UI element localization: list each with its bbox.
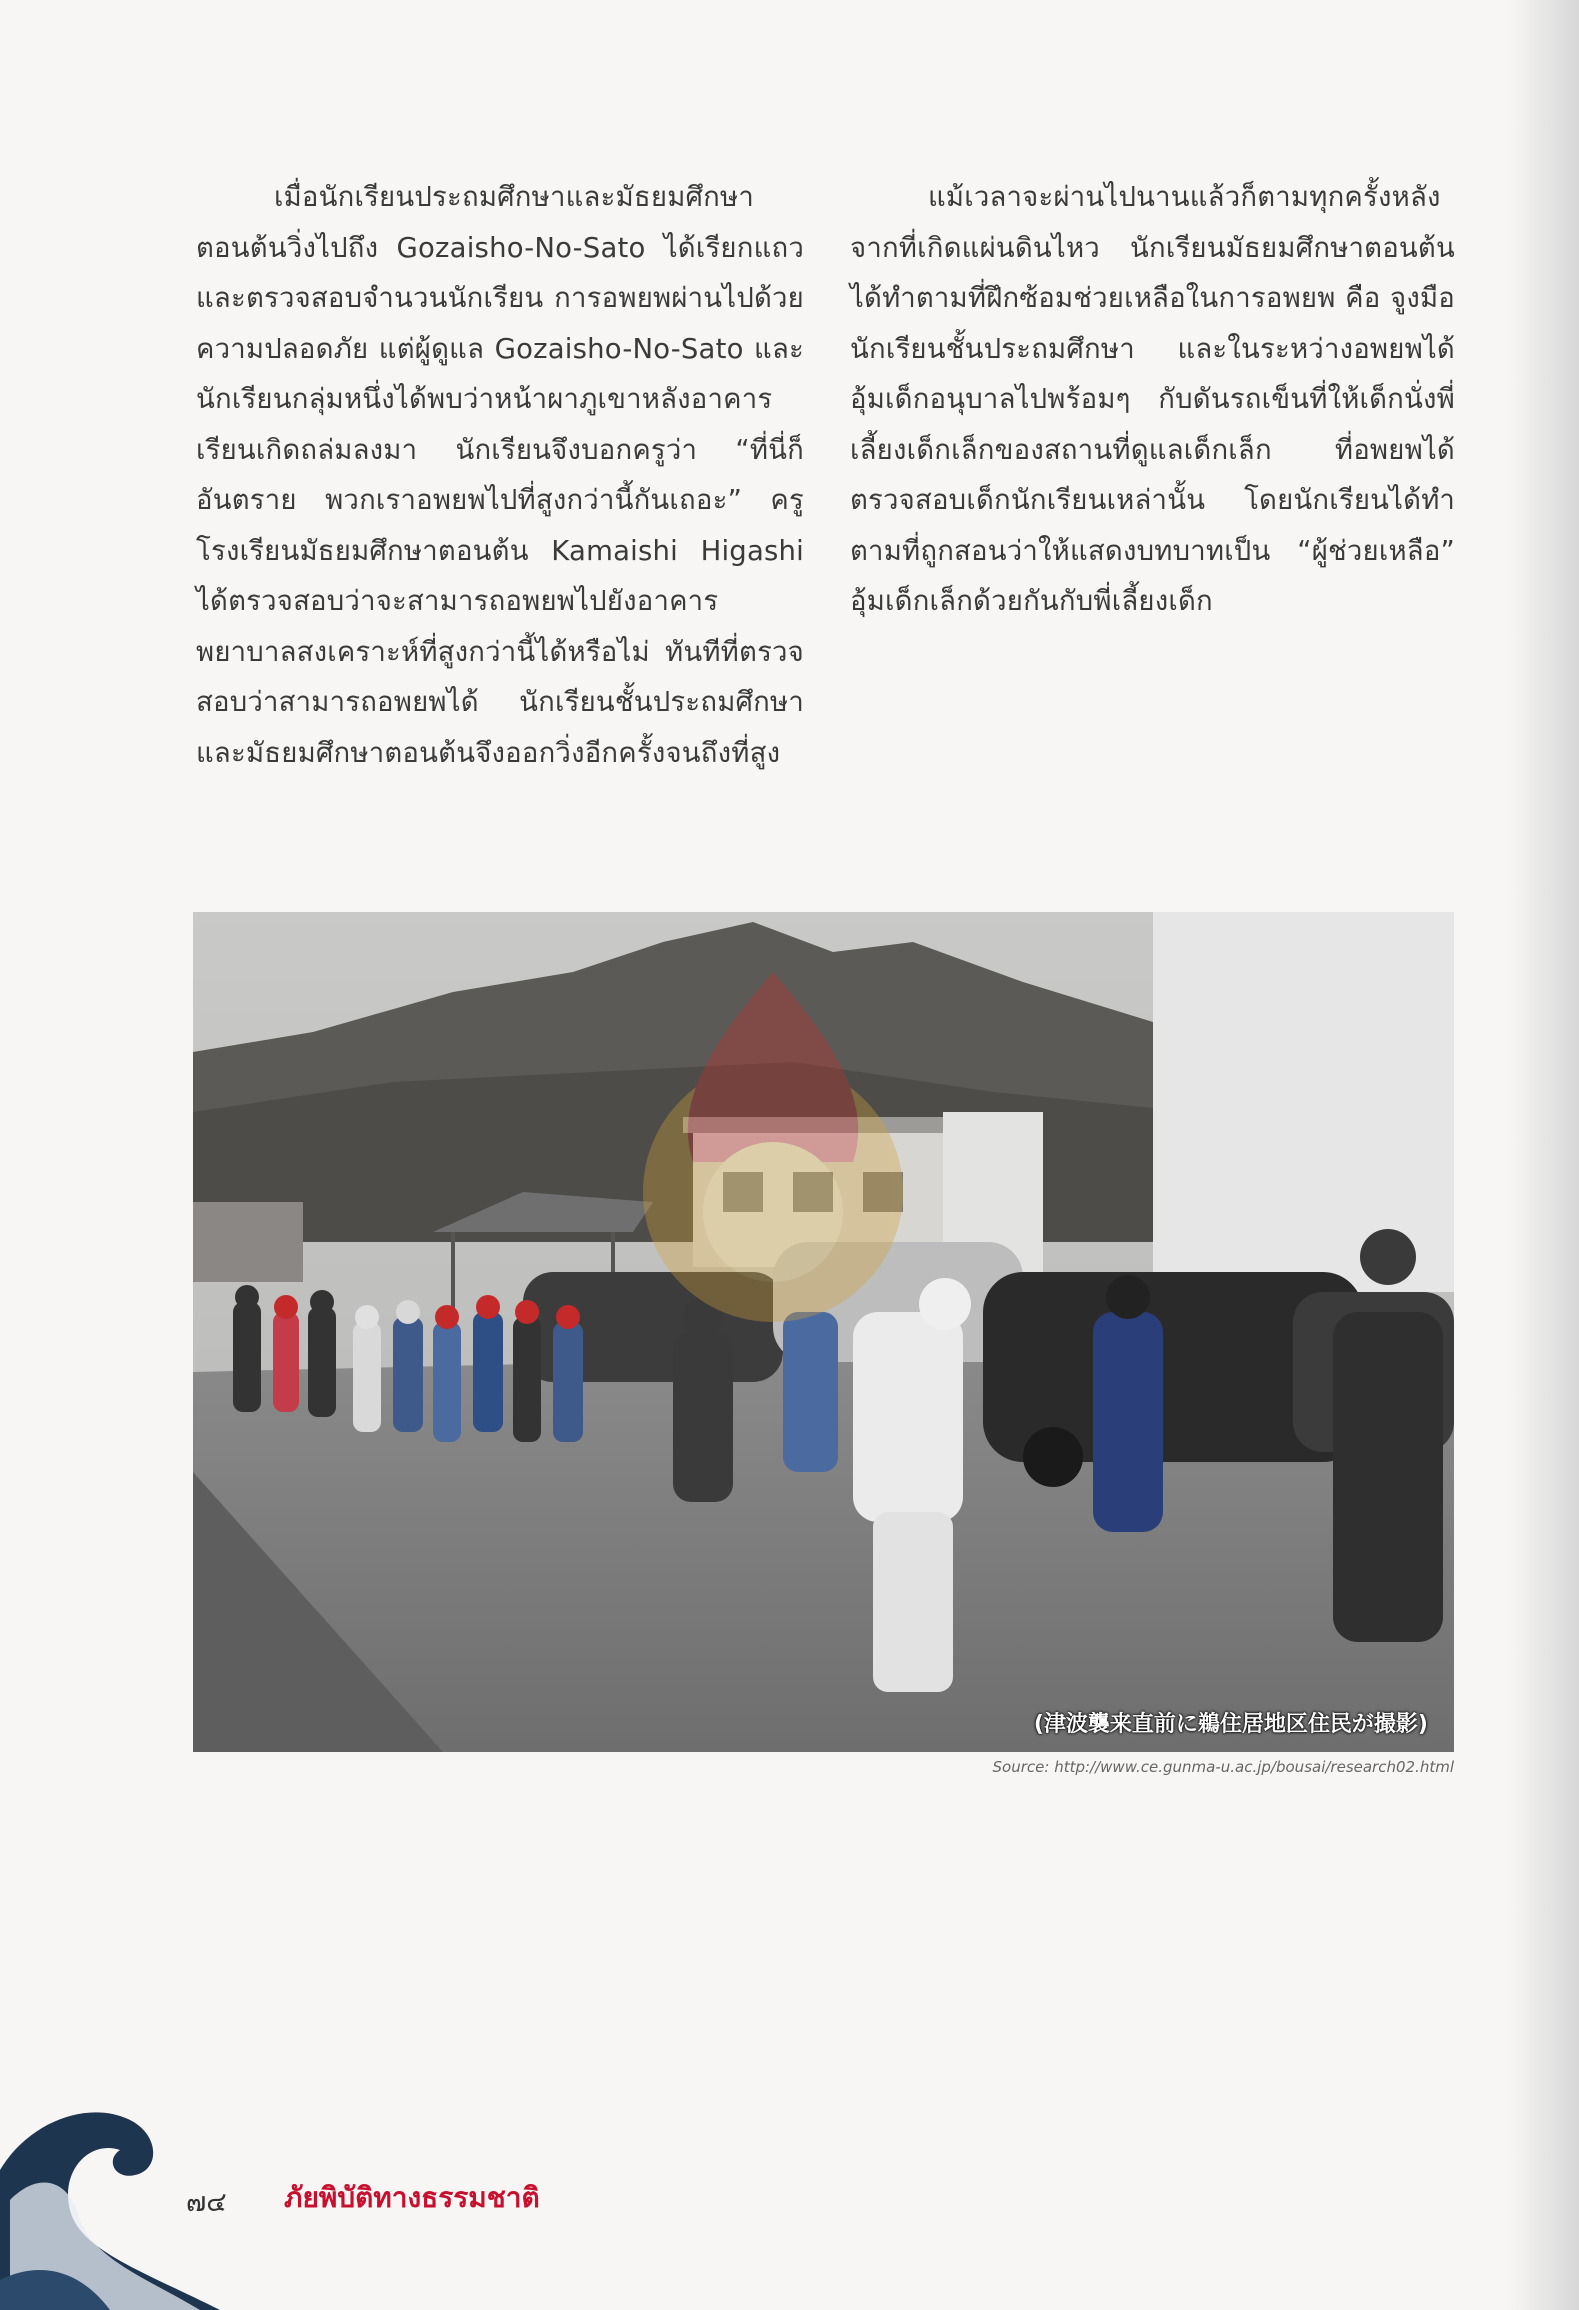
page-number: ๗๔ [186,2187,227,2218]
paragraph-right: แม้เวลาจะผ่านไปนานแล้วก็ตามทุกครั้งหลังจากที่เกิดแผ่นดินไหว นักเรียนมัธยมศึกษาตอนต้นได้ทำตามที่ฝึกซ้อมช่วยเหลือในการอพยพ คือ จูงมือนักเรียนชั้นประถมศึกษา และในระหว่างอพยพได้อุ้มเด็กอนุบาลไปพร้อมๆ กับดันรถเข็นที่ให้เด็กนั่งพี่เลี้ยงเด็กเล็กของสถานที่ดูแลเด็กเล็ก ที่อพยพได้ตรวจสอบเด็กนักเรียนเหล่านั้น โดยนักเรียนได้ทำตามที่ถูกสอนว่าให้แสดงบทบาทเป็น “ผู้ช่วยเหลือ” อุ้มเด็กเล็กด้วยกันกับพี่เลี้ยงเด็ก [850,181,1455,617]
running-title: ภัยพิบัติทางธรรมชาติ [284,2181,540,2214]
evacuation-photo [193,912,1454,1752]
paragraph-left: เมื่อนักเรียนประถมศึกษาและมัธยมศึกษาตอนต้นวิ่งไปถึง Gozaisho-No-Sato ได้เรียกแถวและตรวจสอบจำนวนนักเรียน การอพยพผ่านไปด้วยความปลอดภัย แต่ผู้ดูแล Gozaisho-No-Sato และนักเรียนกลุ่มหนึ่งได้พบว่าหน้าผาภูเขาหลังอาคารเรียนเกิดถล่มลงมา นักเรียนจึงบอกครูว่า “ที่นี่ก็อันตราย พวกเราอพยพไปที่สูงกว่านี้กันเถอะ” ครูโรงเรียนมัธยมศึกษาตอนต้น Kamaishi Higashi ได้ตรวจสอบว่าจะสามารถอพยพไปยังอาคารพยาบาลสงเคราะห์ที่สูงกว่านี้ได้หรือไม่ ทันทีที่ตรวจสอบว่าสามารถอพยพได้ นักเรียนชั้นประถมศึกษาและมัธยมศึกษาตอนต้นจึงออกวิ่งอีกครั้งจนถึงที่สูง [196,181,804,769]
text-column-right [850,172,1455,627]
photo-source: Source: http://www.ce.gunma-u.ac.jp/bousai/research02.html [992,1758,1454,1776]
text-column-left [196,172,804,778]
photo-caption: (津波襲来直前に鵜住居地区住民が撮影) [1033,1712,1428,1737]
page-edge-shadow [1509,0,1579,2310]
photo-illustration [193,912,1454,1752]
